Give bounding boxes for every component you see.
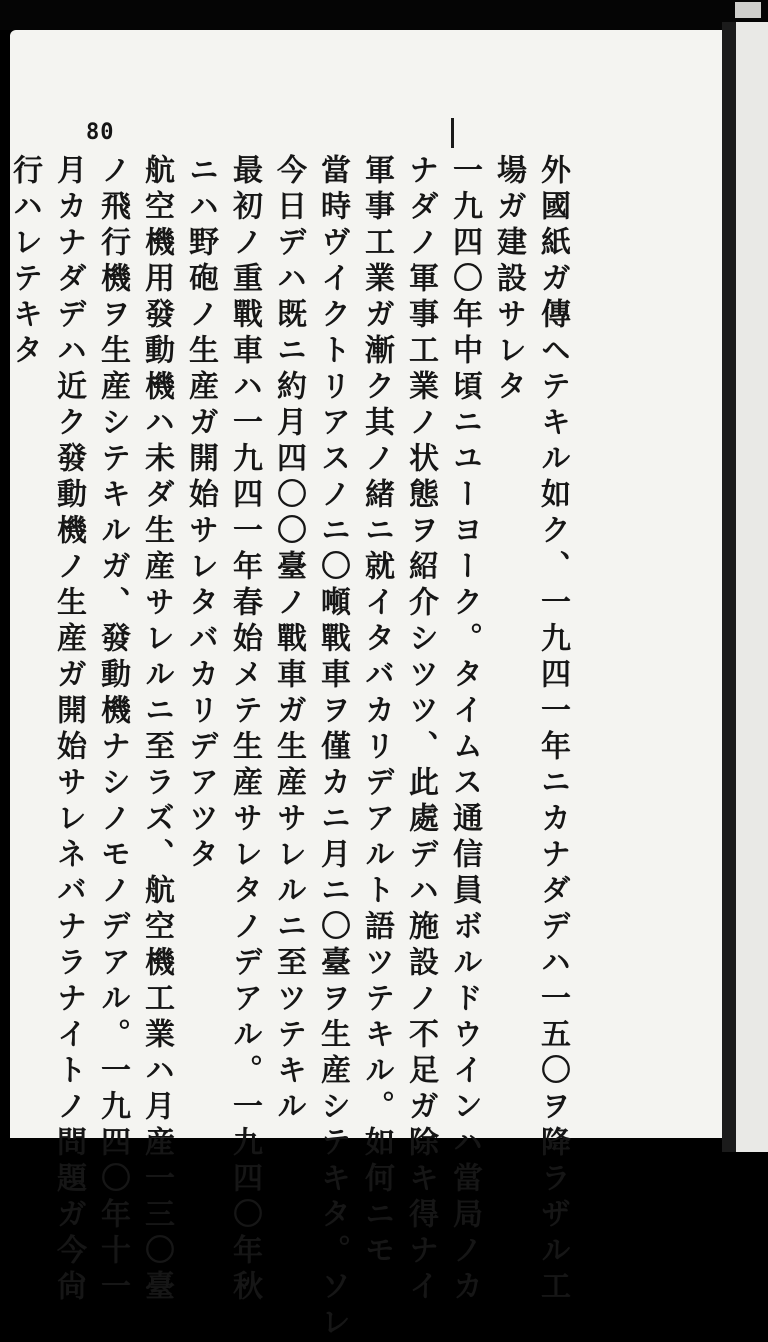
scan-top-border — [0, 0, 768, 30]
text-column: 外國紙ガ傳ヘテキル如ク、一九四一年ニカナダデハ一五〇ヲ降ラザル工 — [535, 154, 570, 1306]
page-number: 80 — [86, 120, 115, 145]
text-column: 軍事工業ガ漸ク其ノ緒ニ就イタバカリデアルト語ツテキル。如何ニモ — [359, 154, 394, 1270]
text-column — [0, 154, 2, 1084]
text-column: 今日デハ既ニ約月四〇〇臺ノ戰車ガ生産サレルニ至ツテキル — [271, 154, 306, 1126]
text-column: ノ飛行機ヲ生産シテキルガ、發動機ナシノモノデアル。一九四〇年十一 — [95, 154, 130, 1306]
scan-corner-mark — [735, 2, 761, 18]
text-column: 一九四〇年中頃ニユーヨーク。タイムス通信員ボルドウインハ當局ノカ — [447, 154, 482, 1306]
facing-page-edge — [722, 22, 768, 1152]
text-column: 行ハレテキタ — [7, 154, 42, 370]
book-page — [7, 30, 722, 1342]
text-column: 最初ノ重戰車ハ一九四一年春始メテ生産サレタノデアル。一九四〇年秋 — [227, 154, 262, 1306]
binding-shadow — [722, 22, 736, 1152]
text-column: ナダノ軍事工業ノ状態ヲ紹介シツツ、此處デハ施設ノ不足ガ除キ得ナイ — [403, 154, 438, 1306]
text-column: 當時ヴイクトリアスノニ〇噸戰車ヲ僅カニ月ニ〇臺ヲ生産シテキタ。ソレ — [315, 154, 350, 1342]
vertical-text-block — [0, 154, 574, 1342]
text-column: 航空機用發動機ハ未ダ生産サレルニ至ラズ、航空機工業ハ月産一三〇臺 — [139, 154, 174, 1306]
text-column: 月カナダデハ近ク發動機ノ生産ガ開始サレネバナラナイトノ問題ガ今尙 — [51, 154, 86, 1306]
text-column: 場ガ建設サレタ — [491, 154, 526, 406]
gutter-mark — [451, 118, 454, 148]
text-column: ニハ野砲ノ生産ガ開始サレタバカリデアツタ — [183, 154, 218, 874]
